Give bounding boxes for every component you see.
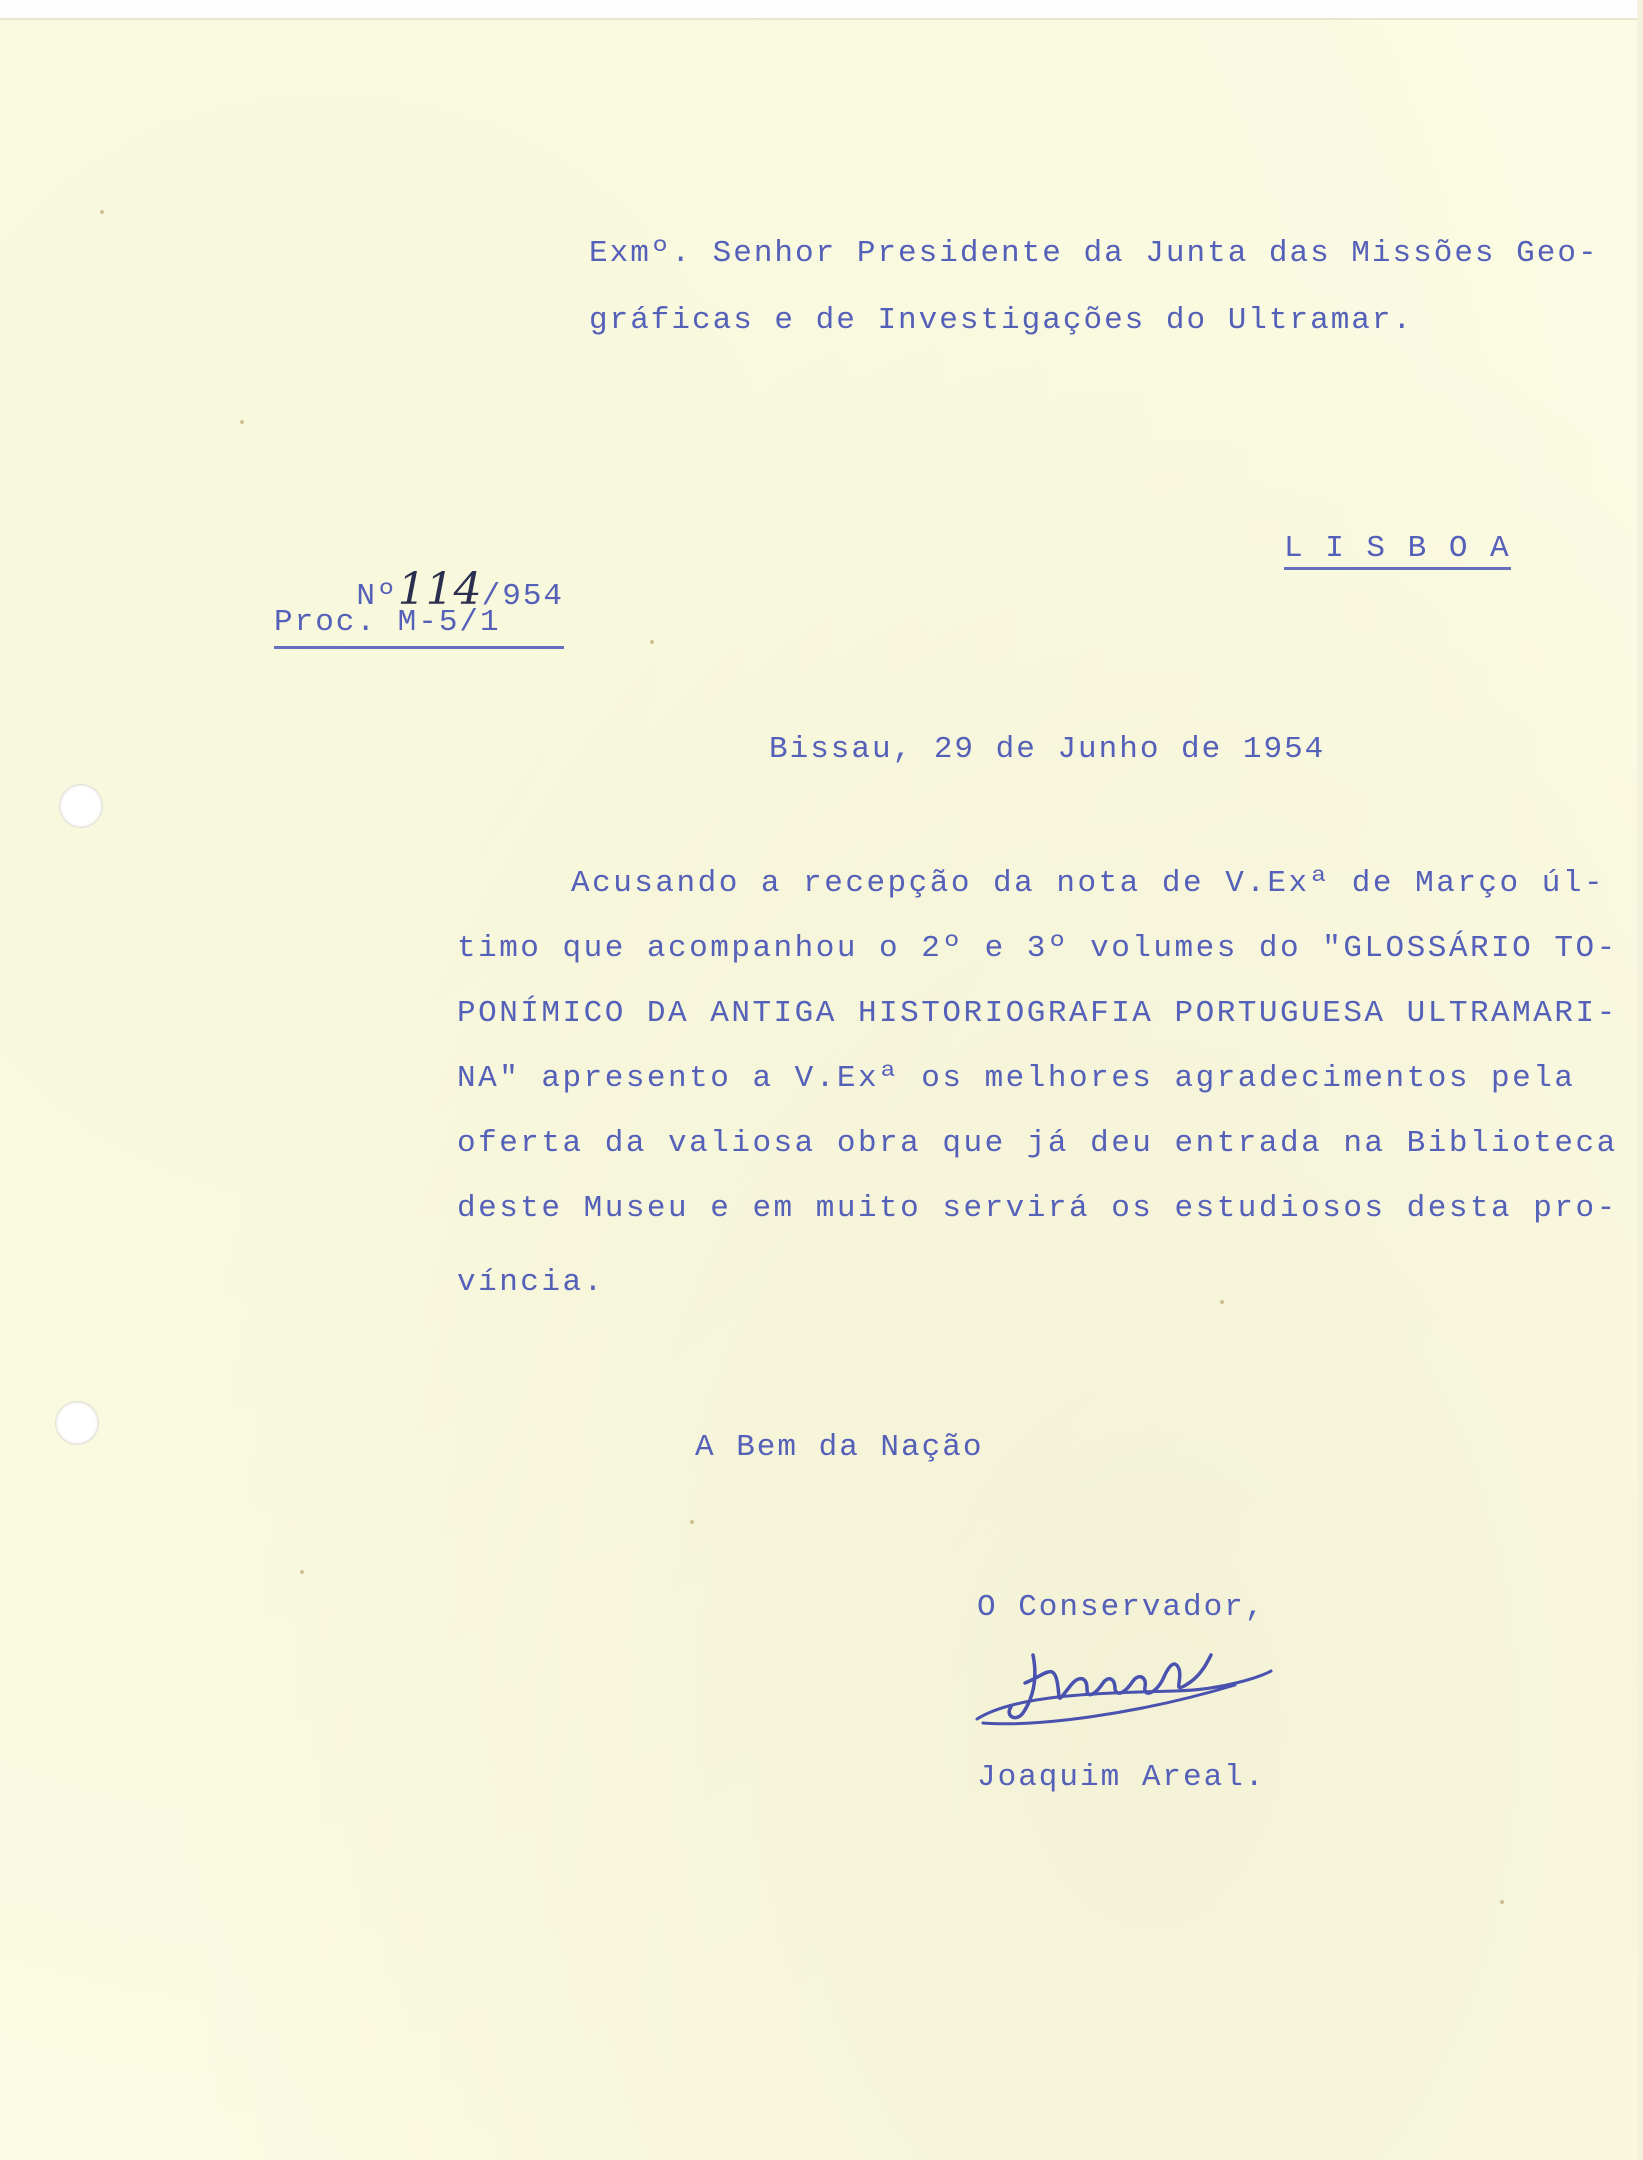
body-line: oferta da valiosa obra que já deu entrada na Biblioteca [457, 1126, 1618, 1161]
reference-number-suffix: /954 [481, 579, 565, 614]
body-line: NA" apresento a V.Exª os melhores agradecimentos pela [457, 1061, 1576, 1096]
paper-speck [300, 1570, 304, 1574]
process-reference: Proc. M-5/1 [274, 605, 501, 640]
paper-speck [100, 210, 104, 214]
reference-number-handwritten: 114 [397, 564, 482, 615]
addressee-line-1: Exmº. Senhor Presidente da Junta das Missões Geo- [589, 236, 1599, 271]
paper-speck [690, 1520, 694, 1524]
signatory-name: Joaquim Areal. [977, 1760, 1266, 1795]
closing-salutation: A Bem da Nação [695, 1430, 984, 1465]
body-line: PONÍMICO DA ANTIGA HISTORIOGRAFIA PORTUGUESA ULTRAMARI- [457, 996, 1618, 1031]
place-date: Bissau, 29 de Junho de 1954 [769, 732, 1326, 767]
addressee-line-2: gráficas e de Investigações do Ultramar. [589, 303, 1414, 338]
top-edge [0, 0, 1643, 20]
body-line: timo que acompanhou o 2º e 3º volumes do "GLOSSÁRIO TO- [457, 931, 1618, 966]
paper-speck [650, 640, 654, 644]
paper-speck [1220, 1300, 1224, 1304]
right-edge [1637, 0, 1643, 2160]
destination: L I S B O A [1284, 533, 1511, 570]
body-line: víncia. [457, 1265, 605, 1300]
punch-hole-top [59, 784, 103, 828]
reference-number-prefix: Nº [356, 579, 398, 614]
body-line: Acusando a recepção da nota de V.Exª de Março úl- [571, 866, 1606, 901]
paper-speck [240, 420, 244, 424]
paper-speck [1500, 1900, 1504, 1904]
handwritten-signature [975, 1635, 1275, 1745]
signatory-title: O Conservador, [977, 1590, 1266, 1625]
body-line: deste Museu e em muito servirá os estudiosos desta pro- [457, 1191, 1618, 1226]
punch-hole-bottom [55, 1401, 99, 1445]
